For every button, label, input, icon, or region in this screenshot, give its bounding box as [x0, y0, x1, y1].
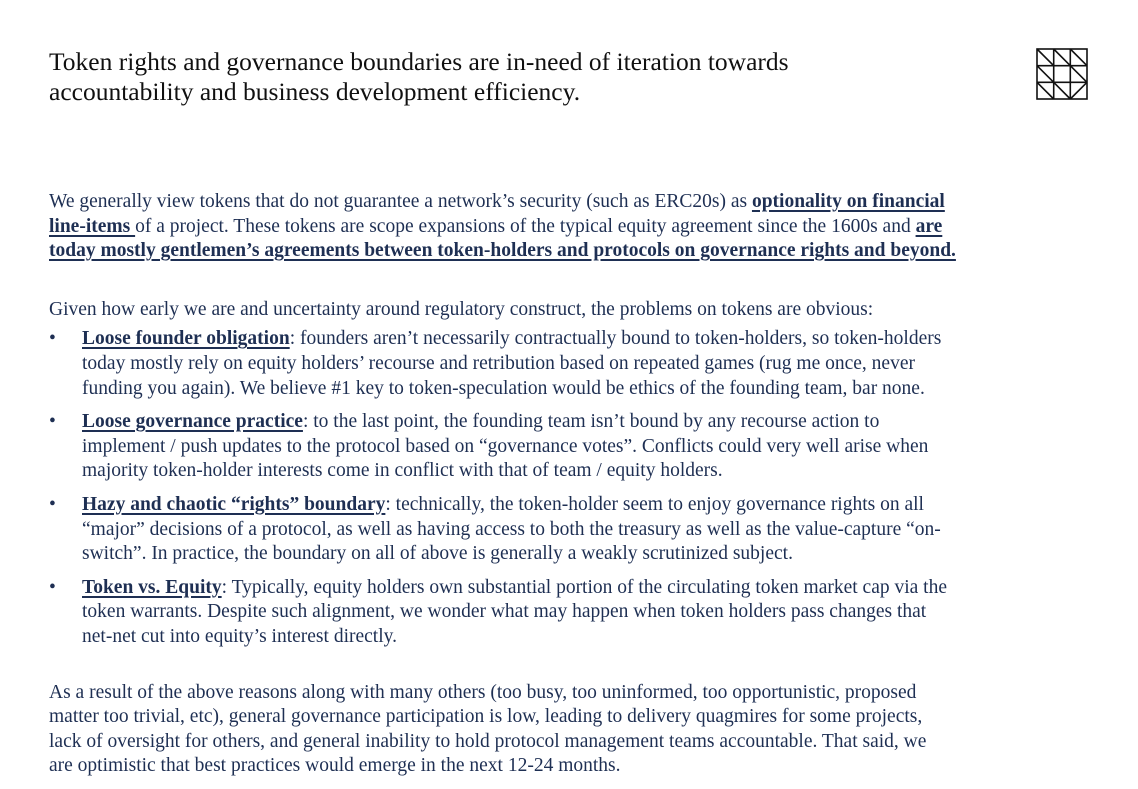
hazy-rights-boundary-link[interactable]: Hazy and chaotic “rights” boundary: [82, 493, 386, 515]
gentlemen-agreements-link[interactable]: are: [915, 215, 943, 237]
list-item-line: [82, 327, 1089, 352]
list-item-text: : technically, the token-holder seem to enjoy governance rights on all: [385, 493, 924, 515]
list-item-line: [82, 493, 1089, 518]
page-title: [49, 47, 949, 107]
bullet-dot: •: [49, 411, 56, 433]
conclusion-line: As a result of the above reasons along with many others (too busy, too uninformed, too opportunistic, proposed: [49, 681, 917, 703]
list-item-governance-practice: [49, 410, 1089, 484]
list-item-text: : founders aren’t necessarily contractually bound to token-holders, so token-holders: [289, 328, 942, 350]
document-body: [49, 190, 1089, 779]
list-item-text: : to the last point, the founding team isn’t bound by any recourse action to: [302, 411, 880, 433]
bullet-dot: •: [49, 328, 56, 350]
intro-text: of a project. These tokens are scope expansions of the typical equity agreement since the 1600s and: [135, 215, 916, 237]
token-vs-equity-link[interactable]: Token vs. Equity: [82, 576, 222, 598]
grid-logo-icon: [1036, 48, 1088, 100]
loose-governance-practice-link[interactable]: Loose governance practice: [82, 411, 303, 433]
problems-list: [49, 327, 1089, 649]
list-item-line: net-net cut into equity’s interest directly.: [82, 625, 397, 647]
list-item-line: “major” decisions of a protocol, as well as having access to both the treasury as well as the value-capture “on-: [82, 518, 941, 540]
list-item-rights-boundary: [49, 493, 1089, 567]
gentlemen-agreements-link-cont[interactable]: today mostly gentlemen’s agreements between token-holders and protocols on governance rights and beyond.: [49, 240, 956, 262]
list-item-line: majority token-holder interests come in conflict with that of team / equity holders.: [82, 460, 723, 482]
loose-founder-obligation-link[interactable]: Loose founder obligation: [82, 328, 290, 350]
problems-intro: Given how early we are and uncertainty around regulatory construct, the problems on tokens are obvious:: [49, 298, 874, 320]
list-item-line: [82, 576, 1089, 601]
list-item-line: switch”. In practice, the boundary on all of above is generally a weakly scrutinized subject.: [82, 543, 793, 565]
list-item-founder-obligation: [49, 327, 1089, 401]
optionality-link[interactable]: optionality on financial: [751, 191, 945, 212]
conclusion-line: matter too trivial, etc), general governance participation is low, leading to delivery quagmires for some projects,: [49, 706, 923, 728]
list-item-line: implement / push updates to the protocol based on “governance votes”. Conflicts could very well arise when: [82, 435, 929, 457]
intro-line-3: [49, 239, 1089, 264]
intro-line-1: [49, 190, 1089, 215]
intro-text: We generally view tokens that do not guarantee a network’s security (such as ERC20s) as: [49, 191, 752, 212]
list-item-line: token warrants. Despite such alignment, we wonder what may happen when token holders pass changes that: [82, 601, 927, 623]
list-item-text: : Typically, equity holders own substantial portion of the circulating token market cap via the: [221, 576, 948, 598]
bullet-dot: •: [49, 493, 56, 515]
conclusion-paragraph: [49, 681, 1089, 779]
list-item-token-vs-equity: [49, 576, 1089, 650]
intro-paragraph: [49, 190, 1089, 264]
intro-line-2: [49, 215, 1089, 240]
conclusion-line: are optimistic that best practices would emerge in the next 12-24 months.: [49, 755, 621, 777]
list-item-line: today mostly rely on equity holders’ recourse and retribution based on repeated games (rug me once, never: [82, 352, 915, 374]
bullet-dot: •: [49, 576, 56, 598]
line-items-link[interactable]: line-items: [49, 215, 136, 237]
conclusion-line: lack of oversight for others, and general inability to hold protocol management teams accountable. That said, we: [49, 730, 927, 752]
list-item-line: [82, 410, 1089, 435]
title-line-2: accountability and business development efficiency.: [49, 77, 581, 106]
list-item-line: funding you again). We believe #1 key to token-speculation would be ethics of the founding team, bar none.: [82, 377, 925, 399]
title-line-1: Token rights and governance boundaries are in-need of iteration towards: [49, 47, 789, 76]
